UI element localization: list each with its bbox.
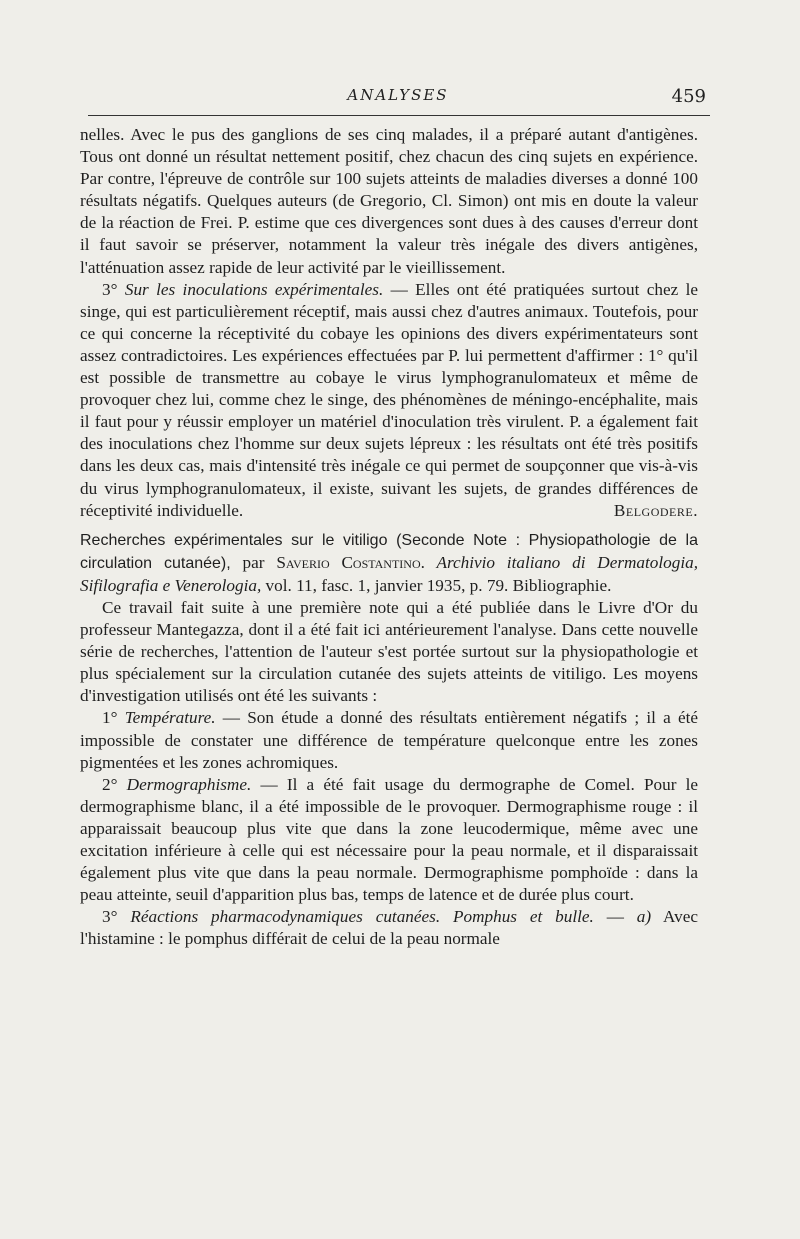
p3-title: Dermographisme. bbox=[126, 774, 252, 794]
p2-title: Température. bbox=[124, 708, 216, 728]
paragraph-dermographisme bbox=[80, 774, 698, 907]
p4-dash: — bbox=[593, 907, 624, 927]
entry-title: Recherches expérimentales sur le vitiligo (Seconde Note : Physiopathologie de la circulation cutanée), bbox=[80, 531, 698, 572]
bibliographic-entry bbox=[80, 529, 698, 597]
signature: Belgodere. bbox=[613, 500, 698, 520]
section-3-number: 3° bbox=[102, 279, 118, 299]
section-3-text: — Elles ont été pratiquées surtout chez le singe, qui est particulièrement réceptif, mais aussi chez d'autres animaux. Toutefois, pour ce qui concerne la réceptivité du cobaye les opinions des divers expérimentateurs sont assez contradictoires. Les expériences effectuées par P. lui permettent d'affirmer : 1° qu'il est possible de transmettre au cobaye le virus lymphogranulomateux et même de provoquer chez lui, comme chez le singe, des phénomènes de méningo-encéphalite, mais il faut pour y réussir employer un matériel d'inoculation très virulent. P. a également fait des inoculations chez l'homme sur deux sujets lépreux : les résultats ont été très positifs dans les deux cas, mais d'intensité très inégale ce qui permet de soupçonner que vis-à-vis du virus lymphogranulomateux, il existe, suivant les sujets, de grandes différences de réceptivité individuelle. bbox=[80, 279, 699, 520]
article-body bbox=[80, 124, 698, 950]
p4-number: 3° bbox=[102, 907, 118, 927]
entry-details: vol. 11, fasc. 1, janvier 1935, p. 79. Bibliographie. bbox=[261, 575, 612, 595]
header-rule bbox=[88, 115, 710, 116]
p5-text: Avec l'histamine : le pomphus différait de celui de la peau normale bbox=[80, 907, 699, 949]
p5-letter: a) bbox=[636, 907, 652, 927]
paragraph-1: Ce travail fait suite à une première note qui a été publiée dans le Livre d'Or du professeur Mantegazza, dont il a été fait ici antérieurement l'analyse. Dans cette nouvelle série de recherches, l'attention de l'auteur s'est portée surtout sur la physiopathologie et plus spécialement sur la circulation cutanée des sujets atteints de vitiligo. Les moyens d'investigation utilisés ont été les suivants : bbox=[80, 597, 698, 706]
paragraph-temperature bbox=[80, 707, 698, 773]
p2-text: — Son étude a donné des résultats entièrement négatifs ; il a été impossible de constater une différence de température quelconque entre les zones pigmentées et les zones achromiques. bbox=[80, 708, 698, 772]
header-title: ANALYSES bbox=[347, 86, 449, 104]
p4-title: Réactions pharmacodynamiques cutanées. Pomphus et bulle. bbox=[130, 907, 594, 927]
entry-by: par bbox=[230, 552, 277, 572]
intro-paragraph: nelles. Avec le pus des ganglions de ses cinq malades, il a préparé autant d'antigènes. Tous ont donné un résultat nettement positif, chez chacun des cinq sujets en expérience. Par contre, l'épreuve de contrôle sur 100 sujets atteints de maladies diverses a donné 100 résultats négatifs. Quelques auteurs (de Gregorio, Cl. Simon) ont mis en doute la valeur de la réaction de Frei. P. estime que ces divergences sont dues à des causes d'erreur dont il faut savoir se préserver, notamment la valeur très inégale des divers antigènes, l'atténuation assez rapide de leur activité par le vieillissement. bbox=[80, 125, 698, 277]
entry-author: Saverio Costantino. bbox=[276, 552, 425, 572]
p2-number: 1° bbox=[102, 708, 118, 728]
paragraph-reactions bbox=[80, 906, 698, 950]
entry-journal: Archivio italiano di Dermatologia, Sifilografia e Venerologia, bbox=[80, 552, 699, 595]
page-number: 459 bbox=[671, 86, 706, 107]
p3-text: — Il a été fait usage du dermographe de Comel. Pour le dermographisme blanc, il a été impossible de le provoquer. Dermographisme rouge : il apparaissait beaucoup plus vite que dans la zone leucodermique, même avec une excitation inférieure à celle qui est nécessaire pour la peau normale, et il disparaissait également plus vite que dans la peau normale. Dermographisme pomphoïde : dans la peau atteinte, seuil d'apparition plus bas, temps de latence et de durée plus court. bbox=[80, 774, 699, 905]
p3-number: 2° bbox=[102, 774, 118, 794]
running-header bbox=[88, 86, 708, 112]
section-3-paragraph bbox=[80, 279, 698, 522]
section-3-title: Sur les inoculations expérimentales. bbox=[124, 279, 384, 299]
